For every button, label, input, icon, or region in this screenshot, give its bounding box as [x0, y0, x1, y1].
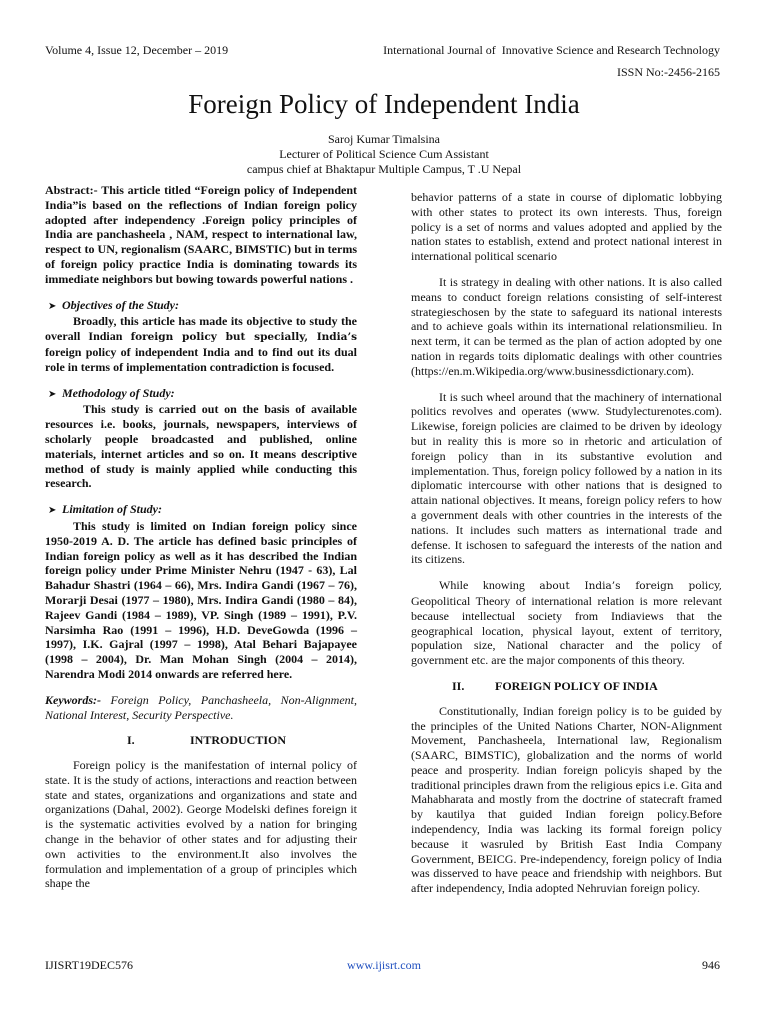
abstract: [45, 183, 357, 287]
footer-website: [0, 958, 768, 973]
right-column: [411, 190, 722, 907]
author-block: [0, 132, 768, 177]
author-affiliation: campus chief at Bhaktapur Multiple Campus, T .U Nepal: [246, 162, 522, 176]
journal-issn: ISSN No:-2456-2165: [616, 65, 720, 79]
arrow-bullet-icon: ➤: [48, 388, 57, 400]
p4-text-after: Geopolitical Theory of international relation is more relevant because intellectual society from Indiaviews that the geographical location, physical layout, extent of territory, population size, National character and the policy of government etc. are the major components of this theory.: [411, 593, 722, 668]
section-title: INTRODUCTION: [190, 733, 287, 748]
right-paragraph-4: [411, 578, 722, 668]
objectives-text-alt: foreign policy but specially, India’s: [130, 331, 358, 344]
methodology-heading: [45, 386, 357, 403]
author-name: Saroj Kumar Timalsina: [327, 132, 440, 146]
limitation-heading: [45, 502, 357, 519]
section2-body: Constitutionally, Indian foreign policy is to be guided by the principles of the United Nations Charter, NON-Alignment Movement, Panchasheela, International law, Regionalism (SAARC, BIMSTIC), globalization and the norms of world peace and prosperity. Indian foreign policyis shaped by the traditional principles drawn from the religious epics i.e. Gita and Mahabharata and mostly from the doctrine of statecraft framed by kautilya that guided Indian foreign policy.Before independency, India was lacking its formal foreign policy because it wasruled by British East India Company Government, BEICG. Pre-independency, foreign policy of India was disserved to have peace and friendship with neighbors. But after independency, India adopted Nehruvian foreign policy.: [411, 703, 722, 896]
journal-name: International Journal of Innovative Science and Research Technology: [383, 43, 720, 57]
methodology-body: This study is carried out on the basis of available resources i.e. books, journals, newspapers, interviews of scholarly people broadcasted and published, online materials, internet articles and so on. It means descriptive method of study is mainly applied while conducting this research.: [45, 402, 357, 491]
section-number: I.: [127, 733, 135, 748]
limitation-heading-text: Limitation of Study:: [62, 502, 163, 517]
right-paragraph-3: It is such wheel around that the machinery of international politics revolves and operates (www. Studylecturenotes.com). Likewise, foreign policies are claimed to be driven by ideology but in reality this is more so in rhetoric and articulation of foreign policy than in its substantive evolution and implementation. Thus, foreign policy followed by a nation in its diplomatic intercourse with other nations that is designed to attain national objectives. It means, foreign policy refers to how a government deals with other countries in the interests of the nations. It includes such matters as international trade and defense. It ischosen to safeguard the interests of the nation and its citizens.: [411, 389, 722, 567]
right-paragraph-2: It is strategy in dealing with other nations. It is also called means to conduct foreign relations consisting of self-interest strategieschosen by the state to safeguard its national interests and to achieve goals within its international relationsmilieu. In next term, it can be termed as the plan of action adopted by one nation in regards toits diplomatic dealings with other countries (https://en.m.Wikipedia.org/www.businessdictionary.com).: [411, 274, 722, 378]
keywords: [45, 693, 357, 723]
author-position: Lecturer of Political Science Cum Assistant: [279, 147, 489, 161]
abstract-label: Abstract:-: [45, 183, 98, 197]
keywords-label: Keywords:-: [45, 692, 101, 707]
objectives-body: [45, 314, 357, 374]
journal-volume: Volume 4, Issue 12, December – 2019: [45, 43, 229, 57]
p4-text-before: While knowing: [439, 578, 525, 593]
right-paragraph-1: behavior patterns of a state in course of diplomatic lobbying with other states to protect its own interests. Thus, foreign policy is a set of norms and values adopted and applied by the nation states to establish, extend and protect national interest in international political scenario: [411, 190, 722, 264]
paper-title: Foreign Policy of Independent India: [188, 89, 580, 119]
footer-paper-id: IJISRT19DEC576: [45, 958, 133, 972]
section-heading-introduction: [45, 733, 357, 748]
section-title: FOREIGN POLICY OF INDIA: [495, 678, 658, 693]
arrow-bullet-icon: ➤: [48, 300, 57, 312]
section-number: II.: [452, 678, 465, 693]
section-heading-foreign-policy: [411, 679, 722, 694]
p4-text-alt: about India’s foreign policy,: [539, 580, 723, 593]
keywords-text: Foreign Policy, Panchasheela, Non-Alignment, National Interest, Security Perspective.: [45, 692, 358, 722]
abstract-text: This article titled “Foreign policy of Independent India”is based on the reflections of Indian foreign policy adopted after independency .Foreign policy principles of India are panchasheela , NAM, respect to international law, respect to UN, regionalism (SAARC, BIMSTIC) but in terms of foreign policy practice India is dominating towards its immediate neighbors but bowing towards powerful nations .: [45, 183, 357, 286]
limitation-body: This study is limited on Indian foreign policy since 1950-2019 A. D. The article has defined basic principles of Indian foreign policy as well as it has described the Indian foreign policy under Prime Minister Nehru (1947 - 63), Lal Bahadur Shastri (1964 – 66), Mrs. Indira Gandi (1967 – 76), Morarji Desai (1977 – 1980), Mrs. Indira Gandi (1980 – 84), Rajeev Gandi (1984 – 1989), VP. Singh (1989 – 1991), P.V. Narsimha Rao (1991 – 1996), H.D. DeveGowda (1996 – 1997), I.K. Gajral (1997 – 1998), Atal Behari Bajapayee (1998 – 2004), Dr. Man Mohan Singh (2004 – 2014), Narendra Modi 2014 onwards are referred here.: [45, 518, 357, 681]
page-number: 946: [702, 958, 720, 972]
introduction-body: Foreign policy is the manifestation of internal policy of state. It is the study of actions, interactions and reaction between state and states, organizations and organizations and state and organizations (Dahal, 2002). George Modelski defines foreign it is the systematic activities evolved by a nation for bringing change in the behavior of other states and for adjusting their own activities to the environment.It also involves the formulation and implementation of a group of principles which shape the: [45, 758, 357, 891]
left-column: [45, 183, 357, 902]
arrow-bullet-icon: ➤: [48, 505, 57, 517]
objectives-heading-text: Objectives of the Study:: [62, 297, 179, 312]
footer-url[interactable]: www.ijisrt.com: [347, 958, 421, 972]
methodology-heading-text: Methodology of Study:: [62, 385, 175, 400]
objectives-heading: [45, 298, 357, 315]
objectives-text-before: Broadly, this article has made its objective to study the overall Indian: [45, 314, 357, 344]
objectives-text-after: foreign policy of independent India and to find out its dual role in terms of implementation contradiction is focused.: [45, 344, 357, 374]
